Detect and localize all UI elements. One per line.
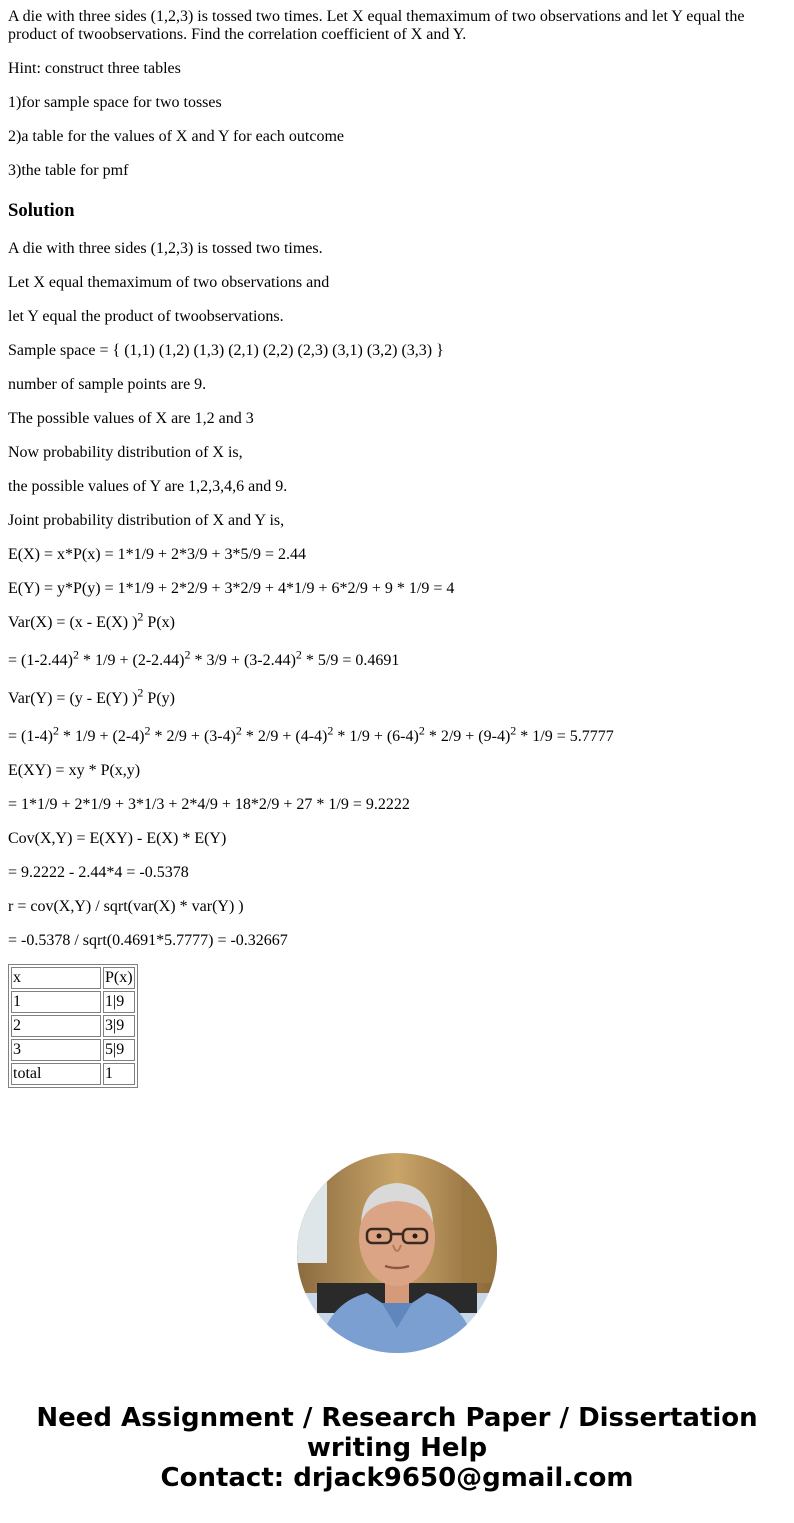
question-text: A die with three sides (1,2,3) is tossed two times. Let X equal themaximum of two observations and let Y equal the product of twoobservations. Find the correlation coefficient of X and Y. (8, 8, 745, 43)
correlation-result: = -0.5378 / sqrt(0.4691*5.7777) = -0.32667 (8, 932, 288, 949)
hint-item: 1)for sample space for two tosses (8, 94, 222, 111)
table-header-row (11, 967, 135, 989)
expectation-y-line: E(Y) = y*P(y) = 1*1/9 + 2*2/9 + 3*2/9 + 4*1/9 + 6*2/9 + 9 * 1/9 = 4 (8, 580, 455, 597)
variance-y-formula: Var(Y) = (y - E(Y) )$^2$ P(y) (8, 685, 175, 707)
table-header-cell: P(x) (103, 967, 135, 989)
hint-text: Hint: construct three tables (8, 60, 181, 77)
table-cell: 1 (103, 1063, 135, 1085)
solution-heading: Solution (8, 200, 75, 221)
table-cell: 3|9 (103, 1015, 135, 1037)
table-cell: total (11, 1063, 101, 1085)
promo-line: Need Assignment / Research Paper / Dissertation (36, 1403, 758, 1433)
contact-line: Contact: drjack9650@gmail.com (160, 1463, 634, 1493)
solution-line: A die with three sides (1,2,3) is tossed two times. (8, 240, 323, 257)
solution-line: E(XY) = xy * P(x,y) (8, 762, 141, 779)
solution-line: = 9.2222 - 2.44*4 = -0.5378 (8, 864, 189, 881)
solution-line: Joint probability distribution of X and Y is, (8, 512, 285, 529)
solution-line: the possible values of Y are 1,2,3,4,6 and 9. (8, 478, 288, 495)
table-cell: 5|9 (103, 1039, 135, 1061)
table-row (11, 1063, 135, 1085)
avatar-photo (297, 1153, 497, 1353)
table-cell: 3 (11, 1039, 101, 1061)
table-cell: 1|9 (103, 991, 135, 1013)
table-cell: 2 (11, 1015, 101, 1037)
table-row (11, 991, 135, 1013)
solution-line: r = cov(X,Y) / sqrt(var(X) * var(Y) ) (8, 898, 244, 915)
solution-line: = 1*1/9 + 2*1/9 + 3*1/3 + 2*4/9 + 18*2/9 + 27 * 1/9 = 9.2222 (8, 796, 410, 813)
sample-space-line: Sample space = { (1,1) (1,2) (1,3) (2,1) (2,2) (2,3) (3,1) (3,2) (3,3) } (8, 342, 444, 359)
variance-x-formula: Var(X) = (x - E(X) )$^2$ P(x) (8, 609, 175, 631)
hint-item: 2)a table for the values of X and Y for each outcome (8, 128, 345, 145)
variance-y-calc: = $(1-4)^2 * 1/9 + (2-4)^2 * 2/9 + (3-4)^2 * 2/9 + (4-4)^2 * 1/9 + (6-4)^2 * 2/9 + (9-4)^2 * 1/9 = 5.7777$ (8, 723, 614, 745)
pmf-table (8, 964, 138, 1088)
promo-line: writing Help (306, 1433, 488, 1463)
avatar (297, 1153, 497, 1353)
expectation-x-line: E(X) = x*P(x) = 1*1/9 + 2*3/9 + 3*5/9 = 2.44 (8, 546, 306, 563)
solution-line: let Y equal the product of twoobservations. (8, 308, 284, 325)
table-cell: 1 (11, 991, 101, 1013)
solution-line: Cov(X,Y) = E(XY) - E(X) * E(Y) (8, 830, 227, 847)
solution-line: number of sample points are 9. (8, 376, 207, 393)
table-row (11, 1015, 135, 1037)
solution-line: Let X equal themaximum of two observations and (8, 274, 330, 291)
table-row (11, 1039, 135, 1061)
table-header-cell: x (11, 967, 101, 989)
solution-line: Now probability distribution of X is, (8, 444, 243, 461)
hint-item: 3)the table for pmf (8, 162, 129, 179)
solution-line: The possible values of X are 1,2 and 3 (8, 410, 254, 427)
promo-footer (0, 1403, 794, 1493)
variance-x-calc: = $(1-2.44)^2 * 1/9 + (2-2.44)^2 * 3/9 + (3-2.44)^2 * 5/9 = 0.4691$ (8, 647, 400, 669)
